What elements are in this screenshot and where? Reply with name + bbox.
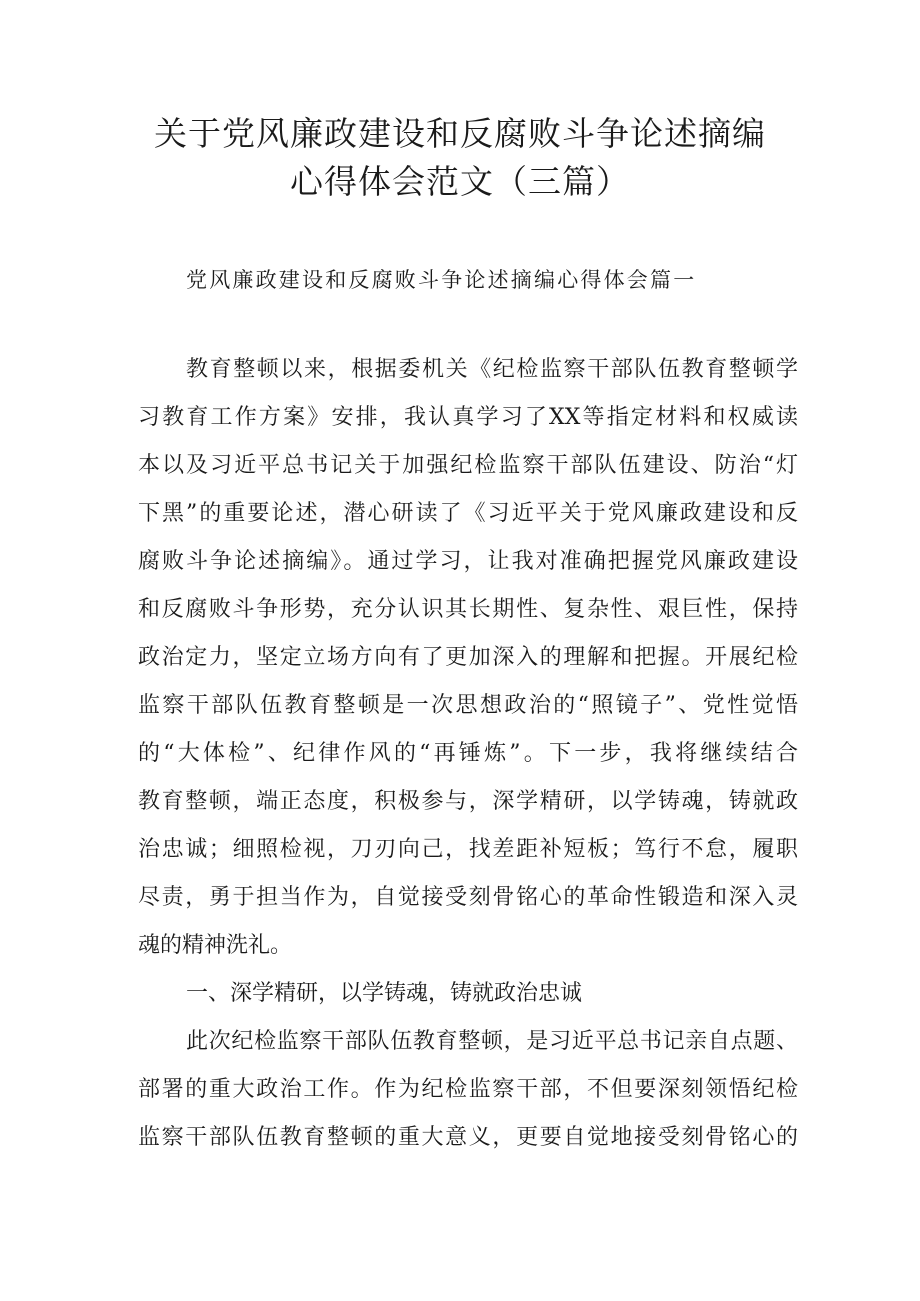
paragraph-line: 的“大体检”、纪律作风的“再锤炼”。下一步，我将继续结合 <box>138 741 798 766</box>
paragraph-line: 尽责，勇于担当作为，自觉接受刻骨铭心的革命性锻造和深入灵 <box>138 885 798 910</box>
document-title-line-1: 关于党风廉政建设和反腐败斗争论述摘编 <box>154 114 766 153</box>
section-heading-1: 一、深学精研，以学铸魂，铸就政治忠诚 <box>186 981 583 1006</box>
paragraph-line: 魂的精神洗礼。 <box>138 933 293 958</box>
paragraph-line: 治忠诚；细照检视，刀刃向己，找差距补短板；笃行不怠，履职 <box>138 837 798 862</box>
paragraph-line: 腐败斗争论述摘编》。通过学习，让我对准确把握党风廉政建设 <box>138 549 798 574</box>
document-subtitle: 党风廉政建设和反腐败斗争论述摘编心得体会篇一 <box>186 268 697 292</box>
paragraph-line: 习教育工作方案》安排，我认真学习了XX等指定材料和权威读 <box>138 405 798 430</box>
paragraph-line: 部署的重大政治工作。作为纪检监察干部，不但要深刻领悟纪检 <box>138 1077 798 1102</box>
paragraph-line: 监察干部队伍教育整顿的重大意义，更要自觉地接受刻骨铭心的 <box>138 1125 798 1150</box>
paragraph-line: 教育整顿以来，根据委机关《纪检监察干部队伍教育整顿学 <box>186 357 798 382</box>
paragraph-line: 此次纪检监察干部队伍教育整顿，是习近平总书记亲自点题、 <box>186 1029 798 1054</box>
document-title-line-2: 心得体会范文（三篇） <box>290 162 630 201</box>
paragraph-line: 和反腐败斗争形势，充分认识其长期性、复杂性、艰巨性，保持 <box>138 597 798 622</box>
paragraph-line: 下黑”的重要论述，潜心研读了《习近平关于党风廉政建设和反 <box>138 501 798 526</box>
paragraph-line: 监察干部队伍教育整顿是一次思想政治的“照镜子”、党性觉悟 <box>138 693 798 718</box>
paragraph-line: 政治定力，坚定立场方向有了更加深入的理解和把握。开展纪检 <box>138 645 798 670</box>
paragraph-line: 本以及习近平总书记关于加强纪检监察干部队伍建设、防治“灯 <box>138 453 798 478</box>
paragraph-line: 教育整顿，端正态度，积极参与，深学精研，以学铸魂，铸就政 <box>138 789 798 814</box>
